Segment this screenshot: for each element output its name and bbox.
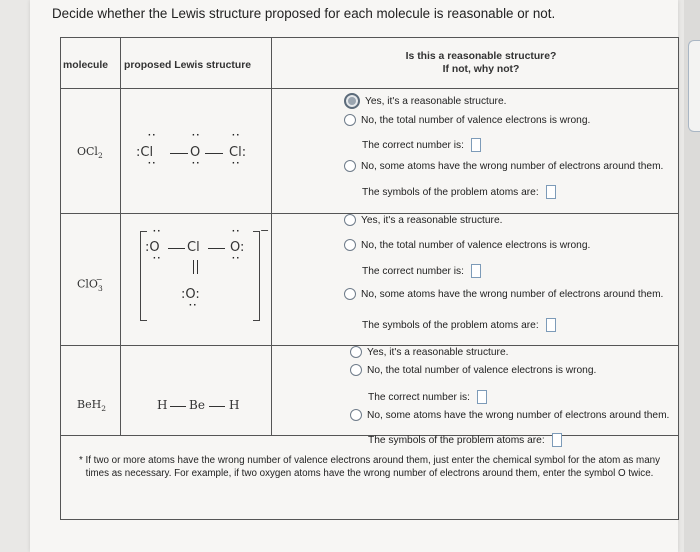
radio-icon[interactable] — [350, 346, 362, 358]
correct-number-input[interactable] — [471, 264, 481, 278]
radio-selected-icon[interactable] — [344, 93, 360, 109]
double-bond — [197, 260, 198, 274]
lone-pair: ·· — [153, 253, 162, 264]
lewis-table — [60, 37, 679, 520]
molecule-clo3: ClO$_3$− — [77, 275, 103, 293]
atom-h-left: H — [157, 398, 168, 412]
bond — [209, 406, 225, 407]
atom-cl-left: :Cl — [136, 145, 154, 160]
option-wrong-electrons[interactable]: No, some atoms have the wrong number of electrons around them. — [344, 288, 663, 300]
option-wrong-electrons[interactable]: No, some atoms have the wrong number of electrons around them. — [350, 409, 669, 421]
bracket-right — [253, 231, 260, 321]
col-divider-1 — [120, 38, 121, 435]
radio-icon[interactable] — [344, 288, 356, 300]
problem-atoms-label: The symbols of the problem atoms are: — [362, 318, 556, 332]
problem-atoms-input[interactable] — [546, 185, 556, 199]
side-tab[interactable] — [688, 40, 700, 132]
lone-pair: ·· — [232, 253, 241, 264]
double-bond — [193, 260, 194, 274]
problem-atoms-label: The symbols of the problem atoms are: — [362, 185, 556, 199]
atom-cl-right: Cl: — [229, 145, 247, 160]
lone-pair: ·· — [232, 130, 241, 141]
lone-pair: ·· — [232, 158, 241, 169]
header-divider — [61, 88, 678, 89]
lone-pair: ·· — [148, 158, 157, 169]
charge-minus: − — [260, 224, 270, 237]
correct-number-label: The correct number is: — [362, 264, 481, 278]
lone-pair: ·· — [232, 226, 241, 237]
bond — [208, 248, 225, 249]
atom-o-right: O: — [230, 240, 245, 255]
question-text: Decide whether the Lewis structure proposed for each molecule is reasonable or not. — [52, 6, 556, 21]
option-wrong-valence[interactable]: No, the total number of valence electrons is wrong. — [350, 364, 596, 376]
atom-o-left: :O — [145, 240, 160, 255]
correct-number-label: The correct number is: — [362, 138, 481, 152]
lone-pair: ·· — [192, 130, 201, 141]
problem-atoms-input[interactable] — [546, 318, 556, 332]
bond — [168, 248, 185, 249]
atom-be: Be — [189, 398, 205, 412]
atom-o-bottom: :O: — [181, 287, 200, 302]
option-wrong-valence[interactable]: No, the total number of valence electrons is wrong. — [344, 114, 590, 126]
lone-pair: ·· — [192, 158, 201, 169]
atom-o: O — [190, 145, 201, 160]
option-yes-reasonable[interactable]: Yes, it's a reasonable structure. — [344, 93, 506, 109]
problem-atoms-input[interactable] — [552, 433, 562, 447]
correct-number-label: The correct number is: — [368, 390, 487, 404]
radio-icon[interactable] — [344, 114, 356, 126]
header-reasonable-line1: Is this a reasonable structure? — [405, 51, 557, 62]
correct-number-input[interactable] — [471, 138, 481, 152]
radio-icon[interactable] — [344, 214, 356, 226]
atom-cl: Cl — [187, 240, 200, 255]
bond — [170, 153, 188, 154]
lone-pair: ·· — [189, 300, 198, 311]
radio-icon[interactable] — [350, 409, 362, 421]
bond — [205, 153, 223, 154]
lone-pair: ·· — [148, 130, 157, 141]
header-reasonable-line2: If not, why not? — [442, 64, 520, 75]
radio-icon[interactable] — [344, 239, 356, 251]
header-proposed: proposed Lewis structure — [124, 60, 252, 71]
option-yes-reasonable[interactable]: Yes, it's a reasonable structure. — [350, 346, 508, 358]
lone-pair: ·· — [153, 226, 162, 237]
header-reasonable — [381, 50, 581, 76]
correct-number-input[interactable] — [477, 390, 487, 404]
radio-icon[interactable] — [350, 364, 362, 376]
option-yes-reasonable[interactable]: Yes, it's a reasonable structure. — [344, 214, 502, 226]
col-divider-2 — [271, 38, 272, 435]
molecule-ocl2: OCl$_2$ — [77, 145, 103, 161]
atom-h-right: H — [229, 398, 240, 412]
radio-icon[interactable] — [344, 160, 356, 172]
molecule-beh2: BeH$_2$ — [77, 398, 106, 414]
footnote: * If two or more atoms have the wrong number of valence electrons around them, just enter the chemical symbol for the atom as many times as necessary. For example, if two oxygen atoms have the wrong number of electrons around them, enter the symbol O twice. — [78, 455, 661, 479]
header-molecule: molecule — [63, 60, 109, 71]
bond — [170, 406, 186, 407]
option-wrong-valence[interactable]: No, the total number of valence electrons is wrong. — [344, 239, 590, 251]
option-wrong-electrons[interactable]: No, some atoms have the wrong number of electrons around them. — [344, 160, 663, 172]
problem-atoms-label: The symbols of the problem atoms are: — [368, 433, 562, 447]
